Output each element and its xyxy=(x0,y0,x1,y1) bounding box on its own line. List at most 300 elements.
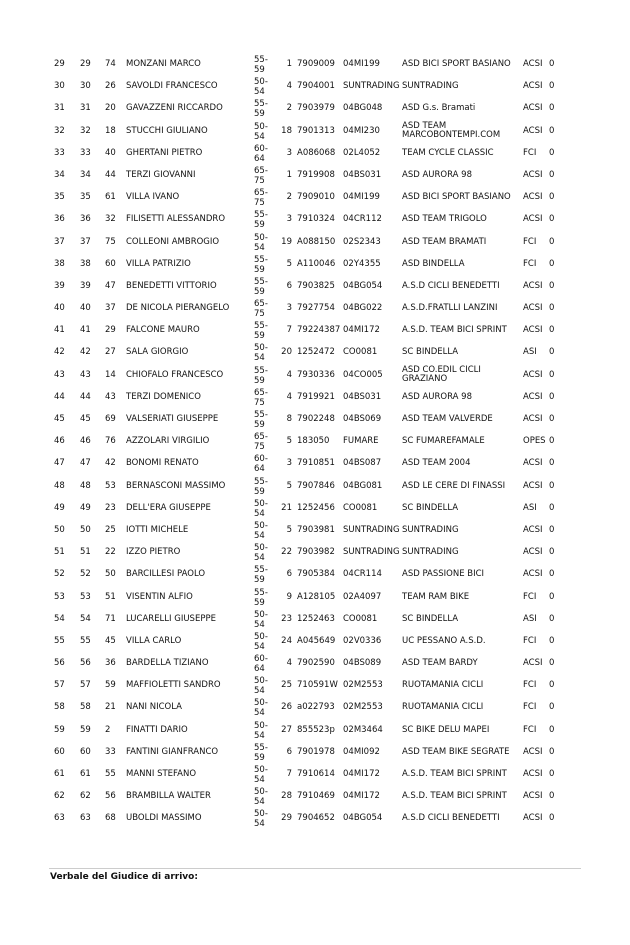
penalty-cell: 0 xyxy=(549,147,555,158)
penalty-cell: 0 xyxy=(549,791,555,802)
category-cell: 50-54 xyxy=(254,543,268,564)
footer-divider xyxy=(49,868,581,869)
team-cell: ASD BICI SPORT BASIANO xyxy=(402,59,511,69)
rider-name-cell: VILLA CARLO xyxy=(126,635,182,646)
position-cell: 61 xyxy=(54,769,65,779)
penalty-cell: 0 xyxy=(549,414,555,424)
category-cell: 50-54 xyxy=(254,698,268,719)
table-row xyxy=(0,166,630,188)
category-position-cell: 7 xyxy=(286,769,292,779)
bib-cell: 33 xyxy=(105,746,116,757)
club-code-cell: 04CR114 xyxy=(343,569,382,580)
order-cell: 42 xyxy=(80,347,91,358)
category-position-cell: 3 xyxy=(286,458,292,469)
table-row xyxy=(0,233,630,255)
table-row xyxy=(0,366,630,388)
team-cell: ASD LE CERE DI FINASSI xyxy=(402,480,506,491)
category-cell: 55-59 xyxy=(254,410,268,430)
category-cell: 50-54 xyxy=(254,121,268,142)
rider-name-cell: BARDELLA TIZIANO xyxy=(126,658,209,669)
federation-cell: ACSI xyxy=(523,813,543,824)
category-cell: 55-59 xyxy=(254,55,268,75)
category-position-cell: 4 xyxy=(286,369,292,380)
order-cell: 63 xyxy=(80,813,91,824)
category-position-cell: 19 xyxy=(281,236,292,247)
penalty-cell: 0 xyxy=(549,369,555,380)
rider-name-cell: GAVAZZENI RICCARDO xyxy=(126,103,223,114)
license-cell: 7905384 xyxy=(297,569,335,580)
order-cell: 59 xyxy=(80,724,91,735)
category-cell: 55-59 xyxy=(254,365,268,386)
position-cell: 53 xyxy=(54,591,65,602)
category-cell: 50-54 xyxy=(254,720,268,741)
club-code-cell: 04MI172 xyxy=(343,769,380,779)
table-row xyxy=(0,299,630,321)
license-cell: 855523p xyxy=(297,724,335,735)
category-position-cell: 3 xyxy=(286,147,292,158)
table-row xyxy=(0,188,630,210)
team-cell: SC FUMAREFAMALE xyxy=(402,436,485,447)
bib-cell: 14 xyxy=(105,369,116,380)
category-position-cell: 1 xyxy=(286,59,292,69)
federation-cell: ACSI xyxy=(523,280,543,291)
table-row xyxy=(0,787,630,809)
team-cell: ASD BINDELLA xyxy=(402,258,465,269)
order-cell: 41 xyxy=(80,325,91,336)
federation-cell: ACSI xyxy=(523,192,543,203)
team-cell: ASD TEAM TRIGOLO xyxy=(402,214,487,225)
position-cell: 41 xyxy=(54,325,65,336)
rider-name-cell: MANNI STEFANO xyxy=(126,769,197,779)
federation-cell: ACSI xyxy=(523,746,543,757)
club-code-cell: CO0081 xyxy=(343,502,378,513)
club-code-cell: 04MI199 xyxy=(343,192,380,203)
club-code-cell: CO0081 xyxy=(343,613,378,624)
license-cell: 7910324 xyxy=(297,214,335,225)
rider-name-cell: DE NICOLA PIERANGELO xyxy=(126,303,230,314)
penalty-cell: 0 xyxy=(549,524,555,535)
position-cell: 60 xyxy=(54,746,65,757)
team-cell: ASD TEAM MARCOBONTEMPI.COM xyxy=(402,120,501,141)
team-cell: SC BINDELLA xyxy=(402,347,459,358)
federation-cell: ACSI xyxy=(523,658,543,669)
club-code-cell: 04MI172 xyxy=(343,325,380,336)
category-position-cell: 2 xyxy=(286,103,292,114)
table-row xyxy=(0,388,630,410)
bib-cell: 42 xyxy=(105,458,116,469)
team-cell: ASD TEAM BIKE SEGRATE xyxy=(402,746,510,757)
license-cell: 1252456 xyxy=(297,502,335,513)
category-position-cell: 1 xyxy=(286,169,292,180)
license-cell: 7909010 xyxy=(297,192,335,203)
penalty-cell: 0 xyxy=(549,658,555,669)
federation-cell: ACSI xyxy=(523,791,543,802)
table-row xyxy=(0,721,630,743)
license-cell: 7909009 xyxy=(297,59,335,69)
table-row xyxy=(0,676,630,698)
rider-name-cell: STUCCHI GIULIANO xyxy=(126,125,208,136)
table-row xyxy=(0,610,630,632)
position-cell: 56 xyxy=(54,658,65,669)
team-cell: A.S.D. TEAM BICI SPRINT xyxy=(402,325,507,336)
rider-name-cell: IZZO PIETRO xyxy=(126,547,181,558)
position-cell: 59 xyxy=(54,724,65,735)
order-cell: 45 xyxy=(80,414,91,424)
license-cell: 1252472 xyxy=(297,347,335,358)
category-cell: 65-75 xyxy=(254,165,268,186)
federation-cell: ACSI xyxy=(523,81,543,92)
license-cell: 7901978 xyxy=(297,746,335,757)
rider-name-cell: TERZI DOMENICO xyxy=(126,391,201,402)
bib-cell: 36 xyxy=(105,658,116,669)
penalty-cell: 0 xyxy=(549,569,555,580)
team-cell: ASD PASSIONE BICI xyxy=(402,569,485,580)
penalty-cell: 0 xyxy=(549,303,555,314)
bib-cell: 32 xyxy=(105,214,116,225)
bib-cell: 43 xyxy=(105,391,116,402)
order-cell: 34 xyxy=(80,169,91,180)
federation-cell: ACSI xyxy=(523,103,543,114)
club-code-cell: 04CO005 xyxy=(343,369,383,380)
table-row xyxy=(0,565,630,587)
club-code-cell: 02M2553 xyxy=(343,702,383,713)
rider-name-cell: FINATTI DARIO xyxy=(126,724,188,735)
category-cell: 50-54 xyxy=(254,498,268,519)
category-position-cell: 28 xyxy=(281,791,292,802)
category-position-cell: 5 xyxy=(286,436,292,447)
category-cell: 55-59 xyxy=(254,476,268,497)
category-cell: 60-64 xyxy=(254,654,268,675)
order-cell: 29 xyxy=(80,59,91,69)
club-code-cell: 04BS069 xyxy=(343,414,382,424)
club-code-cell: 04MI230 xyxy=(343,125,380,136)
license-cell: 183050 xyxy=(297,436,330,447)
bib-cell: 47 xyxy=(105,280,116,291)
rider-name-cell: NANI NICOLA xyxy=(126,702,182,713)
license-cell: a022793 xyxy=(297,702,335,713)
position-cell: 29 xyxy=(54,59,65,69)
rider-name-cell: BRAMBILLA WALTER xyxy=(126,791,211,802)
order-cell: 44 xyxy=(80,391,91,402)
federation-cell: ACSI xyxy=(523,391,543,402)
bib-cell: 60 xyxy=(105,258,116,269)
position-cell: 45 xyxy=(54,414,65,424)
federation-cell: ACSI xyxy=(523,325,543,336)
rider-name-cell: BENEDETTI VITTORIO xyxy=(126,280,217,291)
team-cell: TEAM CYCLE CLASSIC xyxy=(402,147,494,158)
category-cell: 55-59 xyxy=(254,210,268,231)
category-position-cell: 18 xyxy=(281,125,292,136)
team-cell: ASD TEAM 2004 xyxy=(402,458,471,469)
category-cell: 50-54 xyxy=(254,765,268,785)
federation-cell: ACSI xyxy=(523,369,543,380)
bib-cell: 69 xyxy=(105,414,116,424)
bib-cell: 50 xyxy=(105,569,116,580)
rider-name-cell: MONZANI MARCO xyxy=(126,59,201,69)
order-cell: 39 xyxy=(80,280,91,291)
license-cell: 7919921 xyxy=(297,391,335,402)
position-cell: 42 xyxy=(54,347,65,358)
table-row xyxy=(0,765,630,787)
bib-cell: 22 xyxy=(105,547,116,558)
category-cell: 50-54 xyxy=(254,609,268,630)
bib-cell: 44 xyxy=(105,169,116,180)
federation-cell: FCI xyxy=(523,236,537,247)
club-code-cell: 02M2553 xyxy=(343,680,383,691)
category-position-cell: 3 xyxy=(286,303,292,314)
category-cell: 55-59 xyxy=(254,254,268,275)
license-cell: 7903979 xyxy=(297,103,335,114)
federation-cell: ACSI xyxy=(523,480,543,491)
federation-cell: ACSI xyxy=(523,569,543,580)
category-cell: 50-54 xyxy=(254,232,268,253)
table-row xyxy=(0,654,630,676)
order-cell: 30 xyxy=(80,81,91,92)
federation-cell: ASI xyxy=(523,347,537,358)
rider-name-cell: CHIOFALO FRANCESCO xyxy=(126,369,224,380)
rider-name-cell: SAVOLDI FRANCESCO xyxy=(126,81,218,92)
federation-cell: ACSI xyxy=(523,125,543,136)
footer-label: Verbale del Giudice di arrivo: xyxy=(50,872,198,882)
penalty-cell: 0 xyxy=(549,613,555,624)
position-cell: 36 xyxy=(54,214,65,225)
penalty-cell: 0 xyxy=(549,769,555,779)
license-cell: 7903825 xyxy=(297,280,335,291)
federation-cell: ACSI xyxy=(523,303,543,314)
table-row xyxy=(0,99,630,121)
table-row xyxy=(0,277,630,299)
order-cell: 47 xyxy=(80,458,91,469)
team-cell: ASD TEAM BRAMATI xyxy=(402,236,487,247)
penalty-cell: 0 xyxy=(549,325,555,336)
bib-cell: 55 xyxy=(105,769,116,779)
order-cell: 55 xyxy=(80,635,91,646)
order-cell: 57 xyxy=(80,680,91,691)
position-cell: 46 xyxy=(54,436,65,447)
bib-cell: 61 xyxy=(105,192,116,203)
penalty-cell: 0 xyxy=(549,746,555,757)
license-cell: A110046 xyxy=(297,258,336,269)
federation-cell: FCI xyxy=(523,724,537,735)
position-cell: 35 xyxy=(54,192,65,203)
club-code-cell: SUNTRADING xyxy=(343,81,400,92)
rider-name-cell: SALA GIORGIO xyxy=(126,347,189,358)
table-row xyxy=(0,632,630,654)
category-cell: 55-59 xyxy=(254,742,268,763)
category-position-cell: 7 xyxy=(286,325,292,336)
order-cell: 61 xyxy=(80,769,91,779)
club-code-cell: 02Y4355 xyxy=(343,258,381,269)
penalty-cell: 0 xyxy=(549,813,555,824)
order-cell: 50 xyxy=(80,524,91,535)
federation-cell: ACSI xyxy=(523,414,543,424)
team-cell: ASD BICI SPORT BASIANO xyxy=(402,192,511,203)
order-cell: 35 xyxy=(80,192,91,203)
license-cell: A045649 xyxy=(297,635,336,646)
category-cell: 60-64 xyxy=(254,454,268,475)
bib-cell: 53 xyxy=(105,480,116,491)
order-cell: 33 xyxy=(80,147,91,158)
federation-cell: FCI xyxy=(523,680,537,691)
bib-cell: 59 xyxy=(105,680,116,691)
rider-name-cell: IOTTI MICHELE xyxy=(126,524,189,535)
table-row xyxy=(0,144,630,166)
rider-name-cell: VISENTIN ALFIO xyxy=(126,591,193,602)
position-cell: 37 xyxy=(54,236,65,247)
position-cell: 49 xyxy=(54,502,65,513)
penalty-cell: 0 xyxy=(549,702,555,713)
category-position-cell: 23 xyxy=(281,613,292,624)
club-code-cell: 04CR112 xyxy=(343,214,382,225)
penalty-cell: 0 xyxy=(549,724,555,735)
category-cell: 55-59 xyxy=(254,99,268,120)
category-cell: 50-54 xyxy=(254,787,268,808)
bib-cell: 74 xyxy=(105,59,116,69)
license-cell: 7907846 xyxy=(297,480,335,491)
category-cell: 65-75 xyxy=(254,387,268,408)
penalty-cell: 0 xyxy=(549,347,555,358)
federation-cell: FCI xyxy=(523,635,537,646)
rider-name-cell: VILLA IVANO xyxy=(126,192,180,203)
federation-cell: FCI xyxy=(523,258,537,269)
table-row xyxy=(0,454,630,476)
category-cell: 55-59 xyxy=(254,587,268,608)
bib-cell: 29 xyxy=(105,325,116,336)
team-cell: A.S.D. TEAM BICI SPRINT xyxy=(402,769,507,779)
position-cell: 48 xyxy=(54,480,65,491)
order-cell: 48 xyxy=(80,480,91,491)
rider-name-cell: UBOLDI MASSIMO xyxy=(126,813,202,824)
club-code-cell: 02S2343 xyxy=(343,236,381,247)
license-cell: 710591W xyxy=(297,680,338,691)
order-cell: 31 xyxy=(80,103,91,114)
rider-name-cell: BARCILLESI PAOLO xyxy=(126,569,206,580)
position-cell: 58 xyxy=(54,702,65,713)
rider-name-cell: COLLEONI AMBROGIO xyxy=(126,236,220,247)
team-cell: A.S.D CICLI BENEDETTI xyxy=(402,813,500,824)
position-cell: 32 xyxy=(54,125,65,136)
position-cell: 43 xyxy=(54,369,65,380)
penalty-cell: 0 xyxy=(549,680,555,691)
bib-cell: 68 xyxy=(105,813,116,824)
position-cell: 54 xyxy=(54,613,65,624)
position-cell: 62 xyxy=(54,791,65,802)
license-cell: A088150 xyxy=(297,236,336,247)
club-code-cell: 04MI172 xyxy=(343,791,380,802)
table-row xyxy=(0,543,630,565)
order-cell: 43 xyxy=(80,369,91,380)
bib-cell: 45 xyxy=(105,635,116,646)
team-cell: ASD TEAM VALVERDE xyxy=(402,414,493,424)
order-cell: 38 xyxy=(80,258,91,269)
rider-name-cell: FALCONE MAURO xyxy=(126,325,200,336)
category-cell: 50-54 xyxy=(254,809,268,830)
federation-cell: OPES xyxy=(523,436,546,447)
category-position-cell: 3 xyxy=(286,214,292,225)
category-position-cell: 4 xyxy=(286,391,292,402)
position-cell: 50 xyxy=(54,524,65,535)
category-cell: 60-64 xyxy=(254,143,268,164)
bib-cell: 71 xyxy=(105,613,116,624)
penalty-cell: 0 xyxy=(549,214,555,225)
federation-cell: ACSI xyxy=(523,524,543,535)
results-table xyxy=(0,55,630,832)
team-cell: A.S.D. TEAM BICI SPRINT xyxy=(402,791,507,802)
license-cell: 7902248 xyxy=(297,414,335,424)
bib-cell: 27 xyxy=(105,347,116,358)
order-cell: 49 xyxy=(80,502,91,513)
category-position-cell: 2 xyxy=(286,192,292,203)
order-cell: 46 xyxy=(80,436,91,447)
rider-name-cell: AZZOLARI VIRGILIO xyxy=(126,436,210,447)
club-code-cell: 04BS089 xyxy=(343,658,382,669)
club-code-cell: 02M3464 xyxy=(343,724,383,735)
category-position-cell: 26 xyxy=(281,702,292,713)
penalty-cell: 0 xyxy=(549,591,555,602)
category-cell: 50-54 xyxy=(254,520,268,541)
license-cell: 7910851 xyxy=(297,458,335,469)
penalty-cell: 0 xyxy=(549,502,555,513)
bib-cell: 51 xyxy=(105,591,116,602)
position-cell: 30 xyxy=(54,81,65,92)
team-cell: A.S.D CICLI BENEDETTI xyxy=(402,280,500,291)
bib-cell: 56 xyxy=(105,791,116,802)
category-position-cell: 20 xyxy=(281,347,292,358)
category-cell: 55-59 xyxy=(254,276,268,297)
team-cell: ASD G.s. Bramati xyxy=(402,103,476,114)
federation-cell: ACSI xyxy=(523,458,543,469)
team-cell: ASD AURORA 98 xyxy=(402,169,472,180)
federation-cell: FCI xyxy=(523,591,537,602)
penalty-cell: 0 xyxy=(549,458,555,469)
order-cell: 54 xyxy=(80,613,91,624)
category-cell: 50-54 xyxy=(254,343,268,364)
category-cell: 50-54 xyxy=(254,77,268,98)
penalty-cell: 0 xyxy=(549,258,555,269)
table-row xyxy=(0,499,630,521)
rider-name-cell: TERZI GIOVANNI xyxy=(126,169,196,180)
category-position-cell: 25 xyxy=(281,680,292,691)
rider-name-cell: VALSERIATI GIUSEPPE xyxy=(126,414,219,424)
license-cell: 1252463 xyxy=(297,613,335,624)
bib-cell: 37 xyxy=(105,303,116,314)
table-row xyxy=(0,432,630,454)
club-code-cell: SUNTRADING xyxy=(343,547,400,558)
order-cell: 58 xyxy=(80,702,91,713)
position-cell: 55 xyxy=(54,635,65,646)
federation-cell: FCI xyxy=(523,702,537,713)
category-cell: 65-75 xyxy=(254,188,268,209)
position-cell: 47 xyxy=(54,458,65,469)
penalty-cell: 0 xyxy=(549,125,555,136)
position-cell: 52 xyxy=(54,569,65,580)
club-code-cell: 04BG054 xyxy=(343,813,383,824)
team-cell: SUNTRADING xyxy=(402,547,459,558)
club-code-cell: 04MI199 xyxy=(343,59,380,69)
team-cell: ASD CO.EDIL CICLI GRAZIANO xyxy=(402,364,481,385)
table-row xyxy=(0,809,630,831)
order-cell: 37 xyxy=(80,236,91,247)
team-cell: TEAM RAM BIKE xyxy=(402,591,470,602)
position-cell: 34 xyxy=(54,169,65,180)
order-cell: 51 xyxy=(80,547,91,558)
rider-name-cell: LUCARELLI GIUSEPPE xyxy=(126,613,216,624)
table-row xyxy=(0,698,630,720)
bib-cell: 40 xyxy=(105,147,116,158)
club-code-cell: 04MI092 xyxy=(343,746,380,757)
license-cell: 7902590 xyxy=(297,658,335,669)
order-cell: 53 xyxy=(80,591,91,602)
